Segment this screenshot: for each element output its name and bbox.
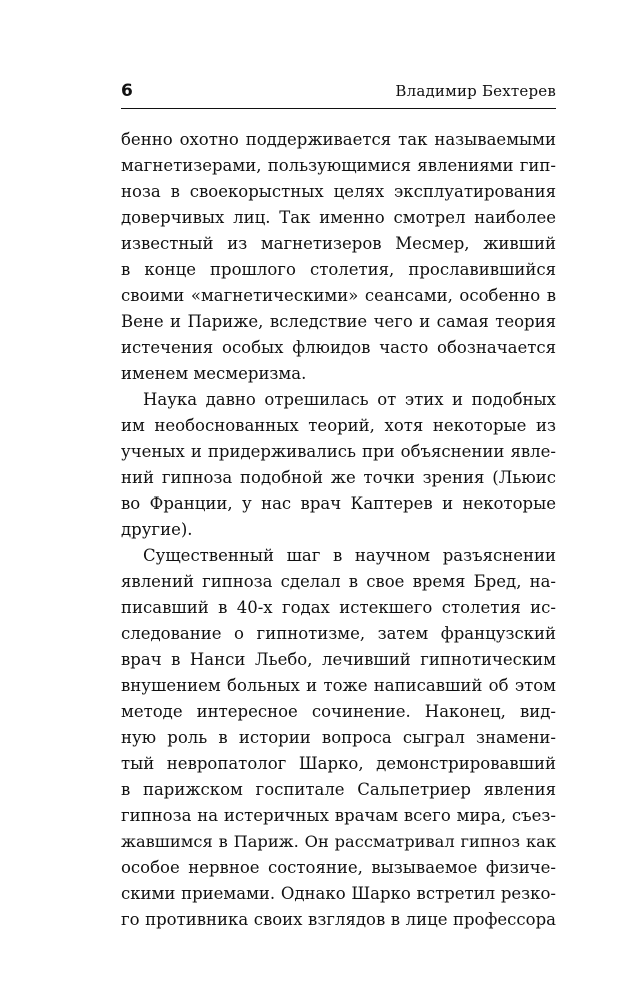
- text-line: писавший в 40-х годах истекшего столетия ис-: [121, 598, 556, 617]
- text-line: ученых и придерживались при объяснении явле-: [121, 442, 556, 461]
- text-line: истечения особых флюидов часто обозначается: [121, 338, 556, 357]
- running-head-author: Владимир Бехтерев: [395, 82, 556, 100]
- text-line: ноза в своекорыстных целях эксплуатирования: [121, 182, 556, 201]
- text-line: скими приемами. Однако Шарко встретил резко-: [121, 884, 556, 903]
- text-line: Наука давно отрешилась от этих и подобных: [143, 390, 556, 409]
- text-line: следование о гипнотизме, затем французский: [121, 624, 556, 643]
- text-line: Вене и Париже, вследствие чего и самая теория: [121, 312, 556, 331]
- text-line: внушением больных и тоже написавший об этом: [121, 676, 556, 695]
- text-line: Существенный шаг в научном разъяснении: [143, 546, 556, 565]
- text-line: бенно охотно поддерживается так называемыми: [121, 130, 556, 149]
- text-line: врач в Нанси Льебо, лечивший гипнотическим: [121, 650, 556, 669]
- text-line: явлений гипноза сделал в свое время Бред, на-: [121, 572, 556, 591]
- text-line: в конце прошлого столетия, прославившийся: [121, 260, 556, 279]
- text-line: особое нервное состояние, вызываемое физиче-: [121, 858, 556, 877]
- text-line: во Франции, у нас врач Каптерев и некоторые: [121, 494, 556, 513]
- page-header: [121, 80, 556, 110]
- text-line: известный из магнетизеров Месмер, живший: [121, 234, 556, 253]
- text-line: ную роль в истории вопроса сыграл знамени-: [121, 728, 556, 747]
- text-line: го противника своих взглядов в лице профессора: [121, 910, 556, 929]
- text-line: магнетизерами, пользующимися явлениями гип-: [121, 156, 556, 175]
- text-line: гипноза на истеричных врачам всего мира, съез-: [121, 806, 556, 825]
- text-line: доверчивых лиц. Так именно смотрел наиболее: [121, 208, 556, 227]
- header-rule: [121, 108, 556, 109]
- body-text: [121, 127, 556, 933]
- text-line: им необоснованных теорий, хотя некоторые из: [121, 416, 556, 435]
- text-line: тый невропатолог Шарко, демонстрировавший: [121, 754, 556, 773]
- text-line: жавшимся в Париж. Он рассматривал гипноз как: [121, 832, 556, 851]
- text-line: в парижском госпитале Сальпетриер явления: [121, 780, 556, 799]
- text-line: ний гипноза подобной же точки зрения (Льюис: [121, 468, 556, 487]
- text-line: методе интересное сочинение. Наконец, вид-: [121, 702, 556, 721]
- text-line: именем месмеризма.: [121, 364, 307, 383]
- text-line: другие).: [121, 520, 193, 539]
- page-number: 6: [121, 81, 133, 101]
- text-line: своими «магнетическими» сеансами, особенно в: [121, 286, 556, 305]
